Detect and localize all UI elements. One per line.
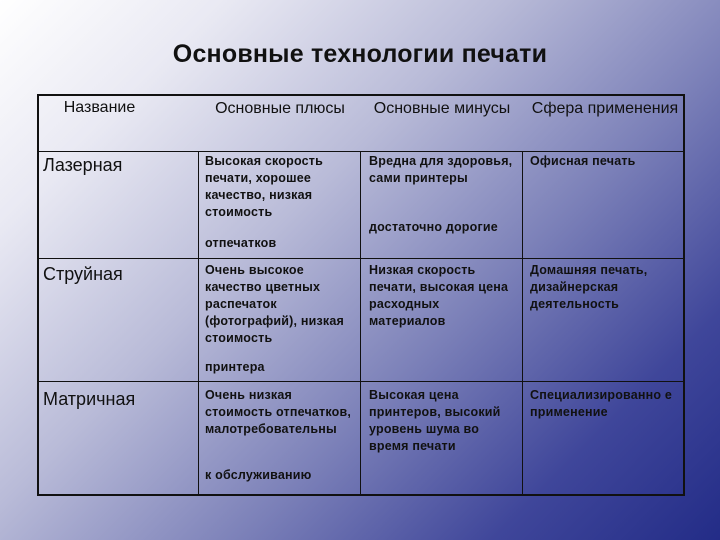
column-divider <box>522 151 523 496</box>
row-divider <box>37 381 685 382</box>
cell-scope: Домашняя печать, дизайнерская деятельность <box>530 263 648 311</box>
cell-pros: Высокая скорость печати, хорошее качество, низкая стоимость <box>205 154 324 219</box>
header-cons: Основные минусы <box>373 100 511 117</box>
row-divider <box>37 258 685 259</box>
cell-cons: Высокая цена принтеров, высокий уровень шума во время печати <box>369 388 501 453</box>
cell-scope: Офисная печать <box>530 154 636 168</box>
header-scope: Сфера применения <box>531 100 679 117</box>
row-name: Матричная <box>43 389 136 409</box>
row-name: Лазерная <box>43 155 123 175</box>
column-divider <box>360 151 361 496</box>
cell-scope: Специализированно е применение <box>530 388 673 419</box>
cell-cons-continuation: достаточно дорогие <box>369 220 498 234</box>
row-divider <box>37 151 685 152</box>
slide-title: Основные технологии печати <box>172 40 548 68</box>
cell-pros-continuation: к обслуживанию <box>205 468 312 482</box>
header-pros: Основные плюсы <box>215 100 345 117</box>
cell-pros: Очень высокое качество цветных распечаток (фотографий), низкая стоимость <box>205 263 345 345</box>
row-name: Струйная <box>43 264 123 284</box>
header-name: Название <box>63 99 136 116</box>
cell-pros: Очень низкая стоимость отпечатков, малотребовательны <box>205 388 352 436</box>
cell-cons: Вредна для здоровья, сами принтеры <box>369 154 513 185</box>
cell-pros-continuation: отпечатков <box>205 236 277 250</box>
cell-pros-continuation: принтера <box>205 360 265 374</box>
cell-cons: Низкая скорость печати, высокая цена расходных материалов <box>369 263 509 328</box>
column-divider <box>198 151 199 496</box>
